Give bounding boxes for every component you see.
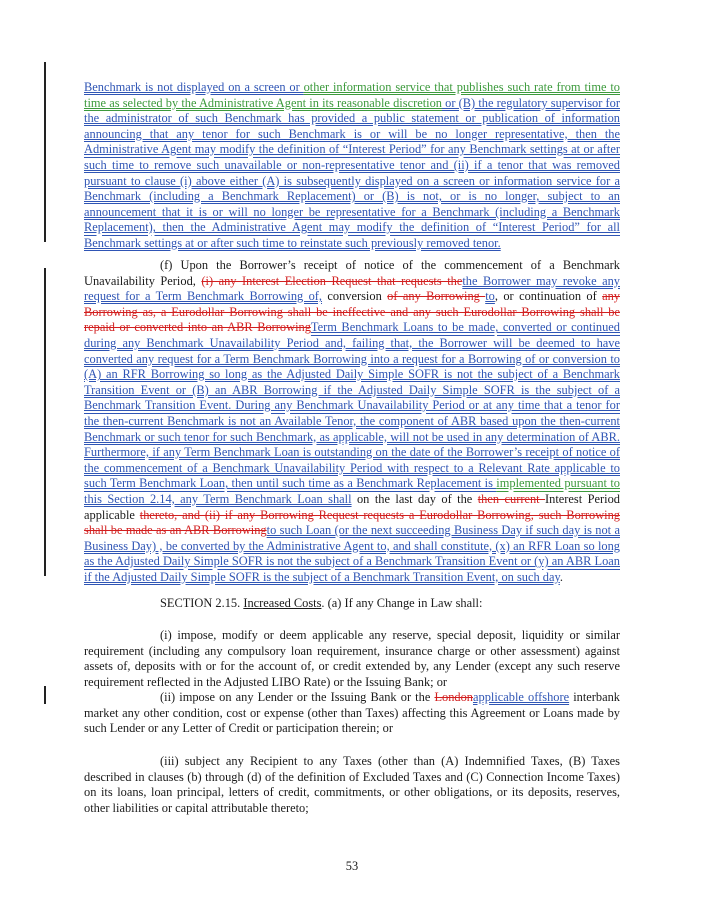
section-2-15-heading — [84, 596, 620, 612]
deleted-text: thereto, and (ii) if any Borrowing Request requests a Eurodollar Borrowing, such Borrowing shall be made as an ABR Borrowing — [84, 507, 620, 538]
deleted-text: any Borrowing as, a Eurodollar Borrowing shall be ineffective and any such Eurodollar Borrowing shall be repaid or converted into an ABR Borrowing — [84, 289, 620, 335]
section-label: SECTION 2.15. — [160, 596, 241, 610]
clause-ii — [84, 690, 620, 737]
text-run: conversion — [322, 289, 388, 304]
deleted-text: of any Borrowing — [387, 289, 486, 304]
text-run: , or continuation of — [494, 289, 603, 304]
inserted-text: the Borrower may revoke any request for a Term Benchmark Borrowing of, — [84, 273, 620, 304]
inserted-text: Term Benchmark Loans to be made, converted or continued during any Benchmark Unavailability Period and, failing that, the Borrower will be deemed to have converted any request for a Term Benchmark Borrowing into a request for a Borrowing of or conversion to (A) an RFR Borrowing so long as the Adjusted Daily Simple SOFR is not the subject of a Benchmark Transition Event or (B) an ABR Borrowing if the Adjusted Daily Simple SOFR is the subject of a Benchmark Transition Event. During any Benchmark Unavailability Period or at any time that a tenor for the then-current Benchmark is not an Available Tenor, the component of ABR based upon the then-current Benchmark or such tenor for such Benchmark, as applicable, will not be used in any determination of ABR. Furthermore, if any Term Benchmark Loan is outstanding on the date of the Borrower’s receipt of notice of the commencement of a Benchmark Unavailability Period with respect to a Relevant Rate applicable to such Term Benchmark Loan, then until such time as a Benchmark Replacement is — [84, 320, 620, 491]
moved-text: implemented pursuant to — [496, 476, 620, 491]
deleted-text: then current — [477, 491, 546, 506]
section-title: Increased Costs — [243, 596, 322, 610]
text-run: interbank market any other condition, cost or expense (other than Taxes) affecting this Agreement or Loans made by such Lender or any Letter of Credit or participation therein; or — [84, 690, 621, 736]
text-run: (f) Upon the Borrower’s receipt of notice of the commencement of a Benchmark Unavailability Period, — [84, 258, 620, 288]
moved-text: other information service that publishes such rate from time to time as selected by the Administrative Agent in its reasonable discretion — [84, 80, 620, 110]
deleted-text: (i) any Interest Election Request that requests the — [201, 273, 463, 288]
text-run: on the last day of the — [351, 491, 478, 506]
change-bar — [44, 686, 46, 704]
clause-iii: (iii) subject any Recipient to any Taxes (other than (A) Indemnified Taxes, (B) Taxes described in clauses (b) through (d) of the definition of Excluded Taxes and (C) Connection Income Taxes) on its loans, loan principal, letters of credit, commitments, or other obligations, or its deposits, reserves, other liabilities or capital attributable thereto; — [84, 754, 620, 815]
inserted-text: to such Loan (or the next succeeding Business Day if such day is not a Business Day) , be converted by the Administrative Agent to, and shall constitute, (x) an RFR Loan so long as the Adjusted Daily Simple SOFR is not the subject of a Benchmark Transition Event or (y) an ABR Loan if the Adjusted Daily Simple SOFR is the subject of a Benchmark Transition Event, on such day — [84, 523, 620, 584]
deleted-text: London — [434, 690, 473, 704]
paragraph-f-benchmark-unavailability — [84, 258, 620, 585]
inserted-text: Benchmark is not displayed on a screen or — [84, 80, 304, 94]
change-bar — [44, 268, 46, 576]
paragraph-benchmark-tenor — [84, 80, 620, 252]
inserted-text: this Section 2.14, any Term Benchmark Loan shall — [84, 491, 352, 506]
text-run: Interest Period applicable — [84, 491, 620, 522]
clause-i: (i) impose, modify or deem applicable any reserve, special deposit, liquidity or similar requirement (including any compulsory loan requirement, insurance charge or other assessment) against assets of, deposits with or for the account of, or credit extended by, any Lender (except any such reserve requirement reflected in the Adjusted LIBO Rate) or the Issuing Bank; or — [84, 628, 620, 689]
section-lead: . (a) If any Change in Law shall: — [321, 596, 483, 610]
inserted-text: to — [485, 289, 495, 304]
page-number: 53 — [345, 859, 359, 873]
text-run: . — [559, 569, 563, 584]
inserted-text: applicable offshore — [473, 690, 570, 704]
change-bar — [44, 62, 46, 242]
inserted-text: or (B) the regulatory supervisor for the administrator of such Benchmark has provided a public statement or publication of information announcing that any tenor for such Benchmark is or will be no longer representative, then the Administrative Agent may modify the definition of “Interest Period” for any Benchmark settings at or after such time to remove such unavailable or non-representative tenor and (ii) if a tenor that was removed pursuant to clause (i) above either (A) is subsequently displayed on a screen or information service for a Benchmark (including a Benchmark Replacement) or (B) is not, or is no longer, subject to an announcement that it is or will no longer be representative for a Benchmark (including a Benchmark Replacement), then the Administrative Agent may modify the definition of “Interest Period” for all Benchmark settings at or after such time to reinstate such previously removed tenor. — [84, 95, 620, 250]
text-run: (ii) impose on any Lender or the Issuing Bank or the — [160, 690, 435, 704]
